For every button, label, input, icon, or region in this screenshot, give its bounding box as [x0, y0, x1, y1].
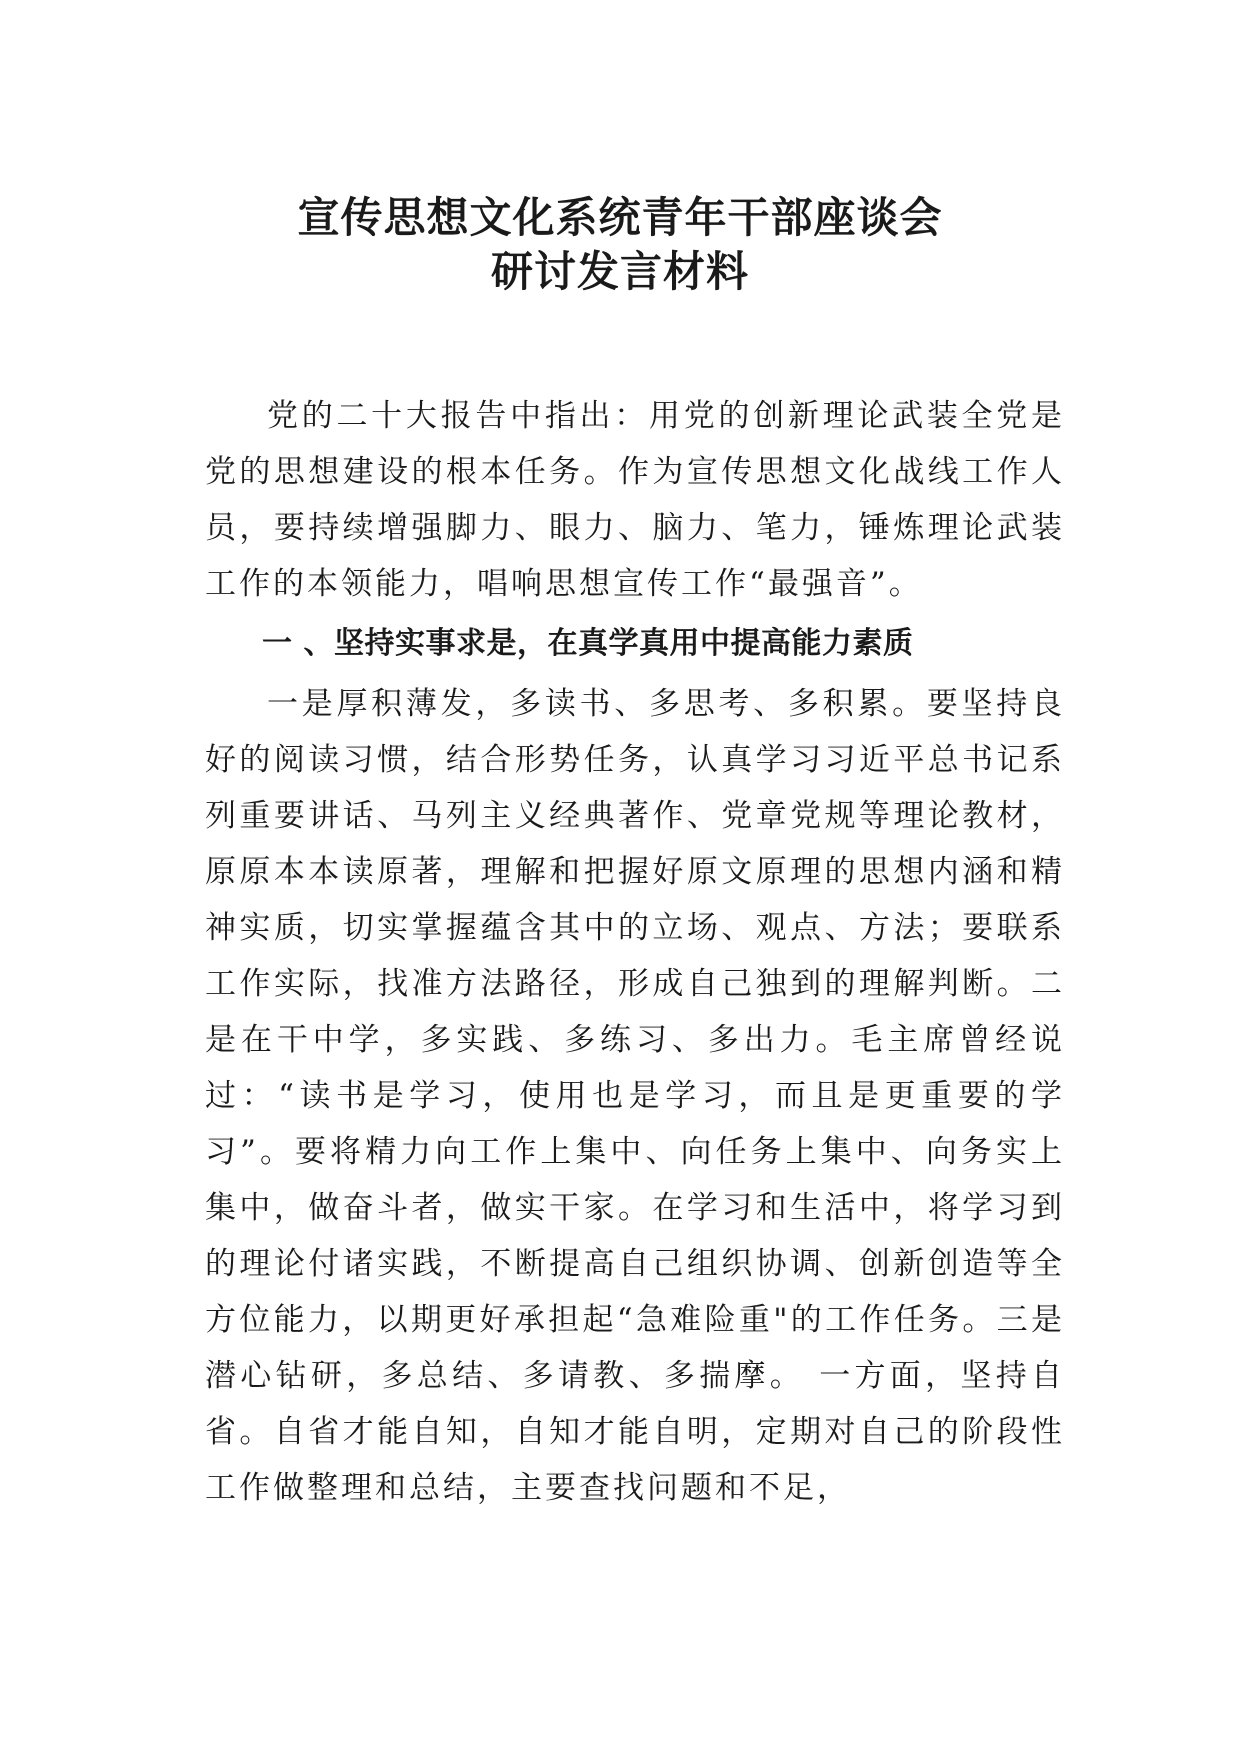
document-title-line-2: 研讨发言材料 — [490, 247, 749, 296]
section-1-paragraph: 一是厚积薄发，多读书、多思考、多积累。要坚持良好的阅读习惯，结合形势任务，认真学习习近平总书记系列重要讲话、马列主义经典著作、党章党规等理论教材，原原本本读原著，理解和把握好原文原理的思想内涵和精神实质，切实掌握蕴含其中的立场、观点、方法；要联系工作实际，找准方法路径，形成自己独到的理解判断。二是在干中学，多实践、多练习、多出力。毛主席曾经说过：“读书是学习，使用也是学习，而且是更重要的学习”。要将精力向工作上集中、向任务上集中、向务实上集中，做奋斗者，做实干家。在学习和生活中，将学习到的理论付诸实践，不断提高自己组织协调、创新创造等全方位能力，以期更好承担起“急难险重"的工作任务。三是潜心钻研，多总结、多请教、多揣摩。 一方面，坚持自省。自省才能自知，自知才能自明，定期对自己的阶段性工作做整理和总结，主要查找问题和不足， — [205, 686, 1065, 1506]
section-heading-1: 一 、坚持实事求是，在真学真用中提高能力素质 — [262, 626, 914, 661]
document-body — [205, 388, 1065, 1516]
document-title-line-1: 宣传思想文化系统青年干部座谈会 — [297, 193, 943, 242]
intro-paragraph: 党的二十大报告中指出：用党的创新理论武装全党是党的思想建设的根本任务。作为宣传思想文化战线工作人员，要持续增强脚力、眼力、脑力、笔力，锤炼理论武装工作的本领能力，唱响思想宣传工作“最强音”。 — [205, 398, 1065, 602]
